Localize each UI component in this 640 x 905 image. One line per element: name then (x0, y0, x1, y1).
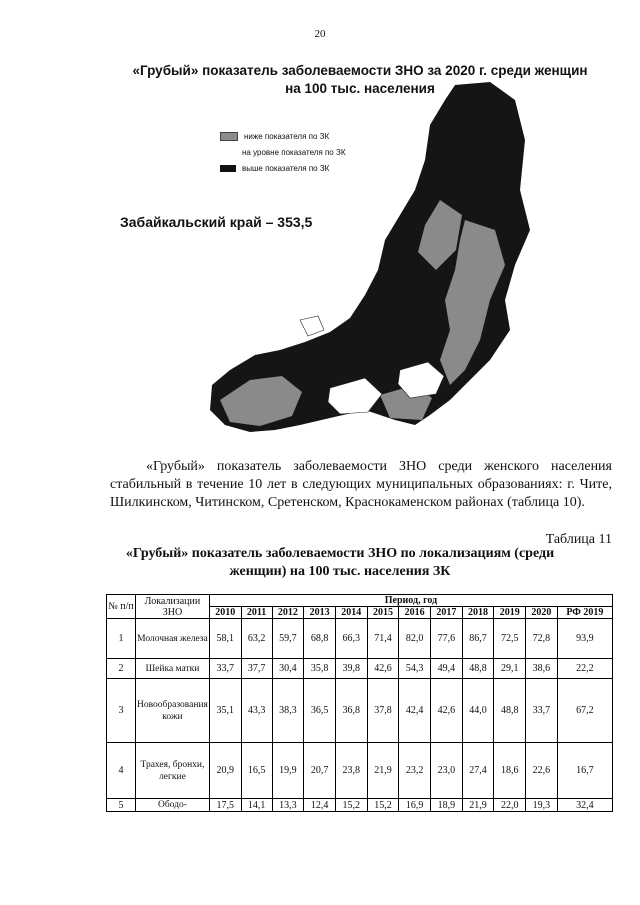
row-value: 36,5 (304, 679, 336, 743)
row-value: 14,1 (241, 799, 272, 812)
row-value: 67,2 (557, 679, 612, 743)
row-value: 33,7 (526, 679, 558, 743)
row-value: 36,8 (335, 679, 367, 743)
table-row (107, 659, 613, 679)
table-row (107, 743, 613, 799)
row-number: 2 (107, 659, 136, 679)
year-header: 2014 (335, 607, 367, 619)
row-value: 37,7 (241, 659, 272, 679)
year-header: 2018 (462, 607, 494, 619)
col-number-header: № п/п (107, 595, 136, 619)
table-row (107, 679, 613, 743)
row-value: 82,0 (399, 619, 431, 659)
year-header-rf: РФ 2019 (557, 607, 612, 619)
row-value: 49,4 (430, 659, 462, 679)
row-localization: Новообразования кожи (136, 679, 210, 743)
year-header: 2020 (526, 607, 558, 619)
page-number: 20 (314, 28, 326, 40)
row-value: 72,8 (526, 619, 558, 659)
row-value: 20,7 (304, 743, 336, 799)
table-caption: Таблица 11 (545, 532, 612, 547)
map-white-region-3 (300, 316, 324, 336)
row-value: 27,4 (462, 743, 494, 799)
row-value: 16,5 (241, 743, 272, 799)
year-header: 2013 (304, 607, 336, 619)
row-value: 38,3 (272, 679, 304, 743)
row-value: 93,9 (557, 619, 612, 659)
incidence-table (106, 594, 613, 812)
row-number: 1 (107, 619, 136, 659)
row-value: 17,5 (209, 799, 241, 812)
table-row (107, 619, 613, 659)
row-value: 12,4 (304, 799, 336, 812)
row-value: 21,9 (367, 743, 399, 799)
row-value: 35,1 (209, 679, 241, 743)
row-value: 86,7 (462, 619, 494, 659)
legend-label-equal: на уровне показателя по ЗК (242, 147, 346, 157)
row-value: 72,5 (494, 619, 526, 659)
year-header: 2016 (399, 607, 431, 619)
row-value: 32,4 (557, 799, 612, 812)
row-value: 19,9 (272, 743, 304, 799)
row-value: 77,6 (430, 619, 462, 659)
row-value: 16,7 (557, 743, 612, 799)
map-title-line2: на 100 тыс. населения (285, 81, 435, 96)
row-value: 15,2 (335, 799, 367, 812)
body-paragraph: «Грубый» показатель заболеваемости ЗНО среди женского населения стабильный в течение 10 лет в следующих муниципальных образованиях: г. Чите, Шилкинском, Читинском, Сретенском, Краснокаменском районах (таблица 10). (110, 459, 612, 510)
row-value: 15,2 (367, 799, 399, 812)
row-value: 54,3 (399, 659, 431, 679)
row-value: 68,8 (304, 619, 336, 659)
row-value: 71,4 (367, 619, 399, 659)
row-value: 21,9 (462, 799, 494, 812)
row-value: 30,4 (272, 659, 304, 679)
legend-item-below (220, 128, 345, 144)
row-localization: Молочная железа (136, 619, 210, 659)
row-value: 13,3 (272, 799, 304, 812)
row-value: 37,8 (367, 679, 399, 743)
legend-label-above: выше показателя по ЗК (242, 163, 330, 173)
row-value: 29,1 (494, 659, 526, 679)
year-header: 2011 (241, 607, 272, 619)
row-value: 38,6 (526, 659, 558, 679)
row-value: 33,7 (209, 659, 241, 679)
row-value: 16,9 (399, 799, 431, 812)
map-legend (220, 128, 345, 176)
row-value: 23,2 (399, 743, 431, 799)
period-header: Период, год (209, 595, 612, 607)
row-value: 42,4 (399, 679, 431, 743)
year-header: 2010 (209, 607, 241, 619)
year-header: 2019 (494, 607, 526, 619)
row-number: 5 (107, 799, 136, 812)
row-value: 35,8 (304, 659, 336, 679)
row-localization: Шейка матки (136, 659, 210, 679)
row-value: 44,0 (462, 679, 494, 743)
table-title: «Грубый» показатель заболеваемости ЗНО по локализациям (среди женщин) на 100 тыс. населения ЗК (125, 546, 555, 579)
row-localization: Ободо- (136, 799, 210, 812)
col-localization-header: Локализации ЗНО (136, 595, 210, 619)
row-value: 48,8 (462, 659, 494, 679)
row-number: 4 (107, 743, 136, 799)
row-value: 22,2 (557, 659, 612, 679)
row-value: 59,7 (272, 619, 304, 659)
row-number: 3 (107, 679, 136, 743)
legend-item-equal (220, 144, 345, 160)
row-value: 19,3 (526, 799, 558, 812)
row-value: 23,0 (430, 743, 462, 799)
legend-swatch-below (220, 132, 238, 141)
row-value: 22,6 (526, 743, 558, 799)
row-value: 66,3 (335, 619, 367, 659)
row-value: 42,6 (430, 679, 462, 743)
row-value: 18,6 (494, 743, 526, 799)
row-value: 63,2 (241, 619, 272, 659)
legend-swatch-above (220, 165, 236, 172)
row-value: 58,1 (209, 619, 241, 659)
legend-label-below: ниже показателя по ЗК (244, 131, 330, 141)
legend-swatch-equal (220, 149, 236, 156)
row-value: 18,9 (430, 799, 462, 812)
year-header: 2012 (272, 607, 304, 619)
row-value: 39,8 (335, 659, 367, 679)
row-value: 22,0 (494, 799, 526, 812)
region-total: Забайкальский край – 353,5 (120, 214, 313, 230)
row-value: 23,8 (335, 743, 367, 799)
row-value: 20,9 (209, 743, 241, 799)
row-value: 48,8 (494, 679, 526, 743)
row-localization: Трахея, бронхи, легкие (136, 743, 210, 799)
year-header: 2017 (430, 607, 462, 619)
row-value: 43,3 (241, 679, 272, 743)
row-value: 42,6 (367, 659, 399, 679)
map-title-line1: «Грубый» показатель заболеваемости ЗНО за 2020 г. среди женщин (132, 63, 588, 78)
table-row (107, 799, 613, 812)
legend-item-above (220, 160, 345, 176)
year-header: 2015 (367, 607, 399, 619)
